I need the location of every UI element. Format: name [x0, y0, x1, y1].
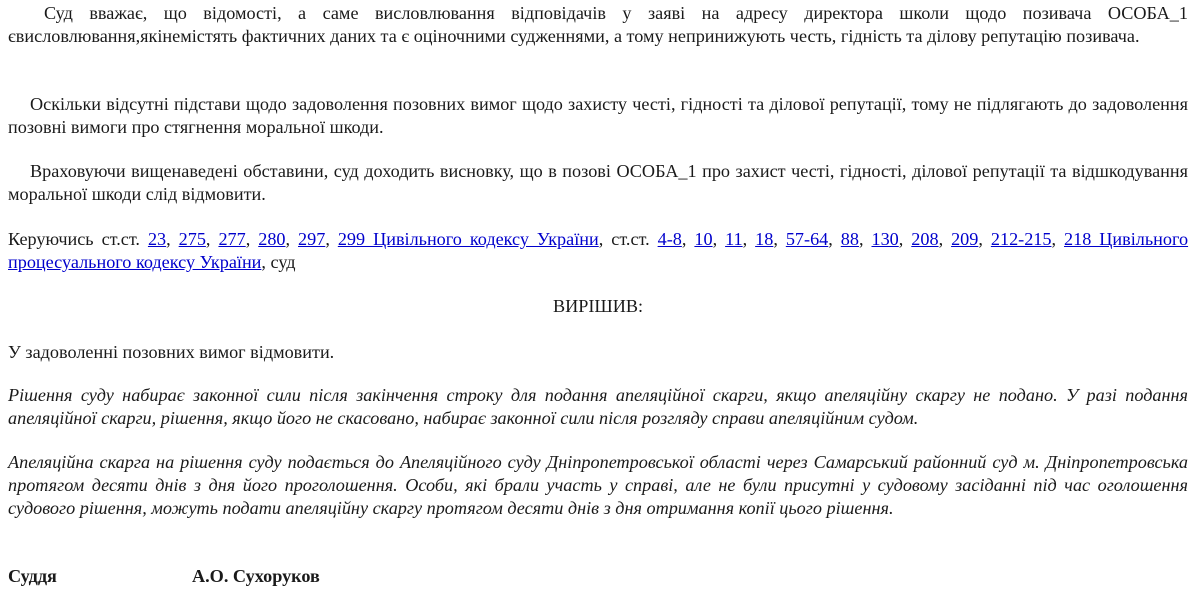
paragraph-moral-damage: Оскільки відсутні підстави щодо задоволення позовних вимог щодо захисту честі, гідності та ділової репутації, тому не підлягають до задоволення позовні вимоги про стягнення моральної шкоди.: [8, 94, 1188, 137]
procedural-code-article-link[interactable]: 212-215: [990, 229, 1052, 249]
procedural-code-article-link[interactable]: 57-64: [785, 229, 829, 249]
legal-basis-suffix: суд: [270, 252, 296, 272]
procedural-code-article-link[interactable]: 11: [725, 229, 743, 249]
signature-name: А.О. Сухоруков: [192, 566, 320, 586]
paragraph-appeal-procedure: Апеляційна скарга на рішення суду подається до Апеляційного суду Дніпропетровської області через Самарський районний суд м. Дніпропетровська протягом десяти днів з дня його проголошення. Особи, які брали участь у справі, але не були присутні у судовому засіданні під час оголошення судового рішення, можуть подати апеляційну скаргу протягом десяти днів з дня отримання копії цього рішення.: [8, 452, 1188, 518]
procedural-code-article-link[interactable]: 209: [951, 229, 979, 249]
legal-basis-prefix: Керуючись ст.ст.: [8, 229, 140, 249]
procedural-code-link[interactable]: 218 Цивільного процесуального кодексу України: [8, 229, 1189, 272]
procedural-code-article-link[interactable]: 10: [694, 229, 713, 249]
paragraph-entry-into-force: Рішення суду набирає законної сили після закінчення строку для подання апеляційної скарги, якщо апеляційну скаргу не подано. У разі подання апеляційної скарги, рішення, якщо його не скасовано, набирає законної сили після розгляду справи апеляційним судом.: [8, 385, 1188, 428]
decided-heading: ВИРІШИВ:: [552, 296, 644, 316]
paragraph-conclusion: Враховуючи вищенаведені обставини, суд доходить висновку, що в позові ОСОБА_1 про захист честі, гідності, ділової репутації та відшкодування моральної шкоди слід відмовити.: [8, 161, 1188, 204]
paragraph-assessment: Суд вважає, що відомості, а саме висловлювання відповідачів у заяві на адресу директора школи щодо позивача ОСОБА_1 євисловлювання,якінемістять фактичних даних та є оціночними судженнями, а тому непринижують честь, гідність та ділову репутацію позивача.: [8, 3, 1188, 46]
legal-basis-middle: ст.ст.: [611, 229, 650, 249]
decision-text: У задоволенні позовних вимог відмовити.: [8, 342, 335, 362]
civil-code-article-link[interactable]: 277: [218, 229, 246, 249]
civil-code-article-link[interactable]: 275: [178, 229, 206, 249]
procedural-code-article-link[interactable]: 208: [911, 229, 939, 249]
civil-code-article-link[interactable]: 280: [258, 229, 286, 249]
paragraph-legal-basis: Керуючись ст.ст. 23, 275, 277, 280, 297, 299 Цивільного кодексу України, ст.ст. 4-8, 10, 11, 18, 57-64, 88, 130, 208, 209, 212-215, 218 Цивільного процесуального кодексу України, суд: [8, 229, 1189, 272]
civil-code-article-link[interactable]: 23: [147, 229, 167, 249]
procedural-code-article-link[interactable]: 18: [755, 229, 774, 249]
civil-code-article-link[interactable]: 297: [298, 229, 326, 249]
procedural-code-article-link[interactable]: 130: [871, 229, 899, 249]
procedural-code-article-link[interactable]: 4-8: [657, 229, 682, 249]
civil-code-link[interactable]: 299 Цивільного кодексу України: [337, 229, 599, 249]
procedural-code-article-link[interactable]: 88: [840, 229, 859, 249]
signature-role: Суддя: [8, 566, 57, 586]
